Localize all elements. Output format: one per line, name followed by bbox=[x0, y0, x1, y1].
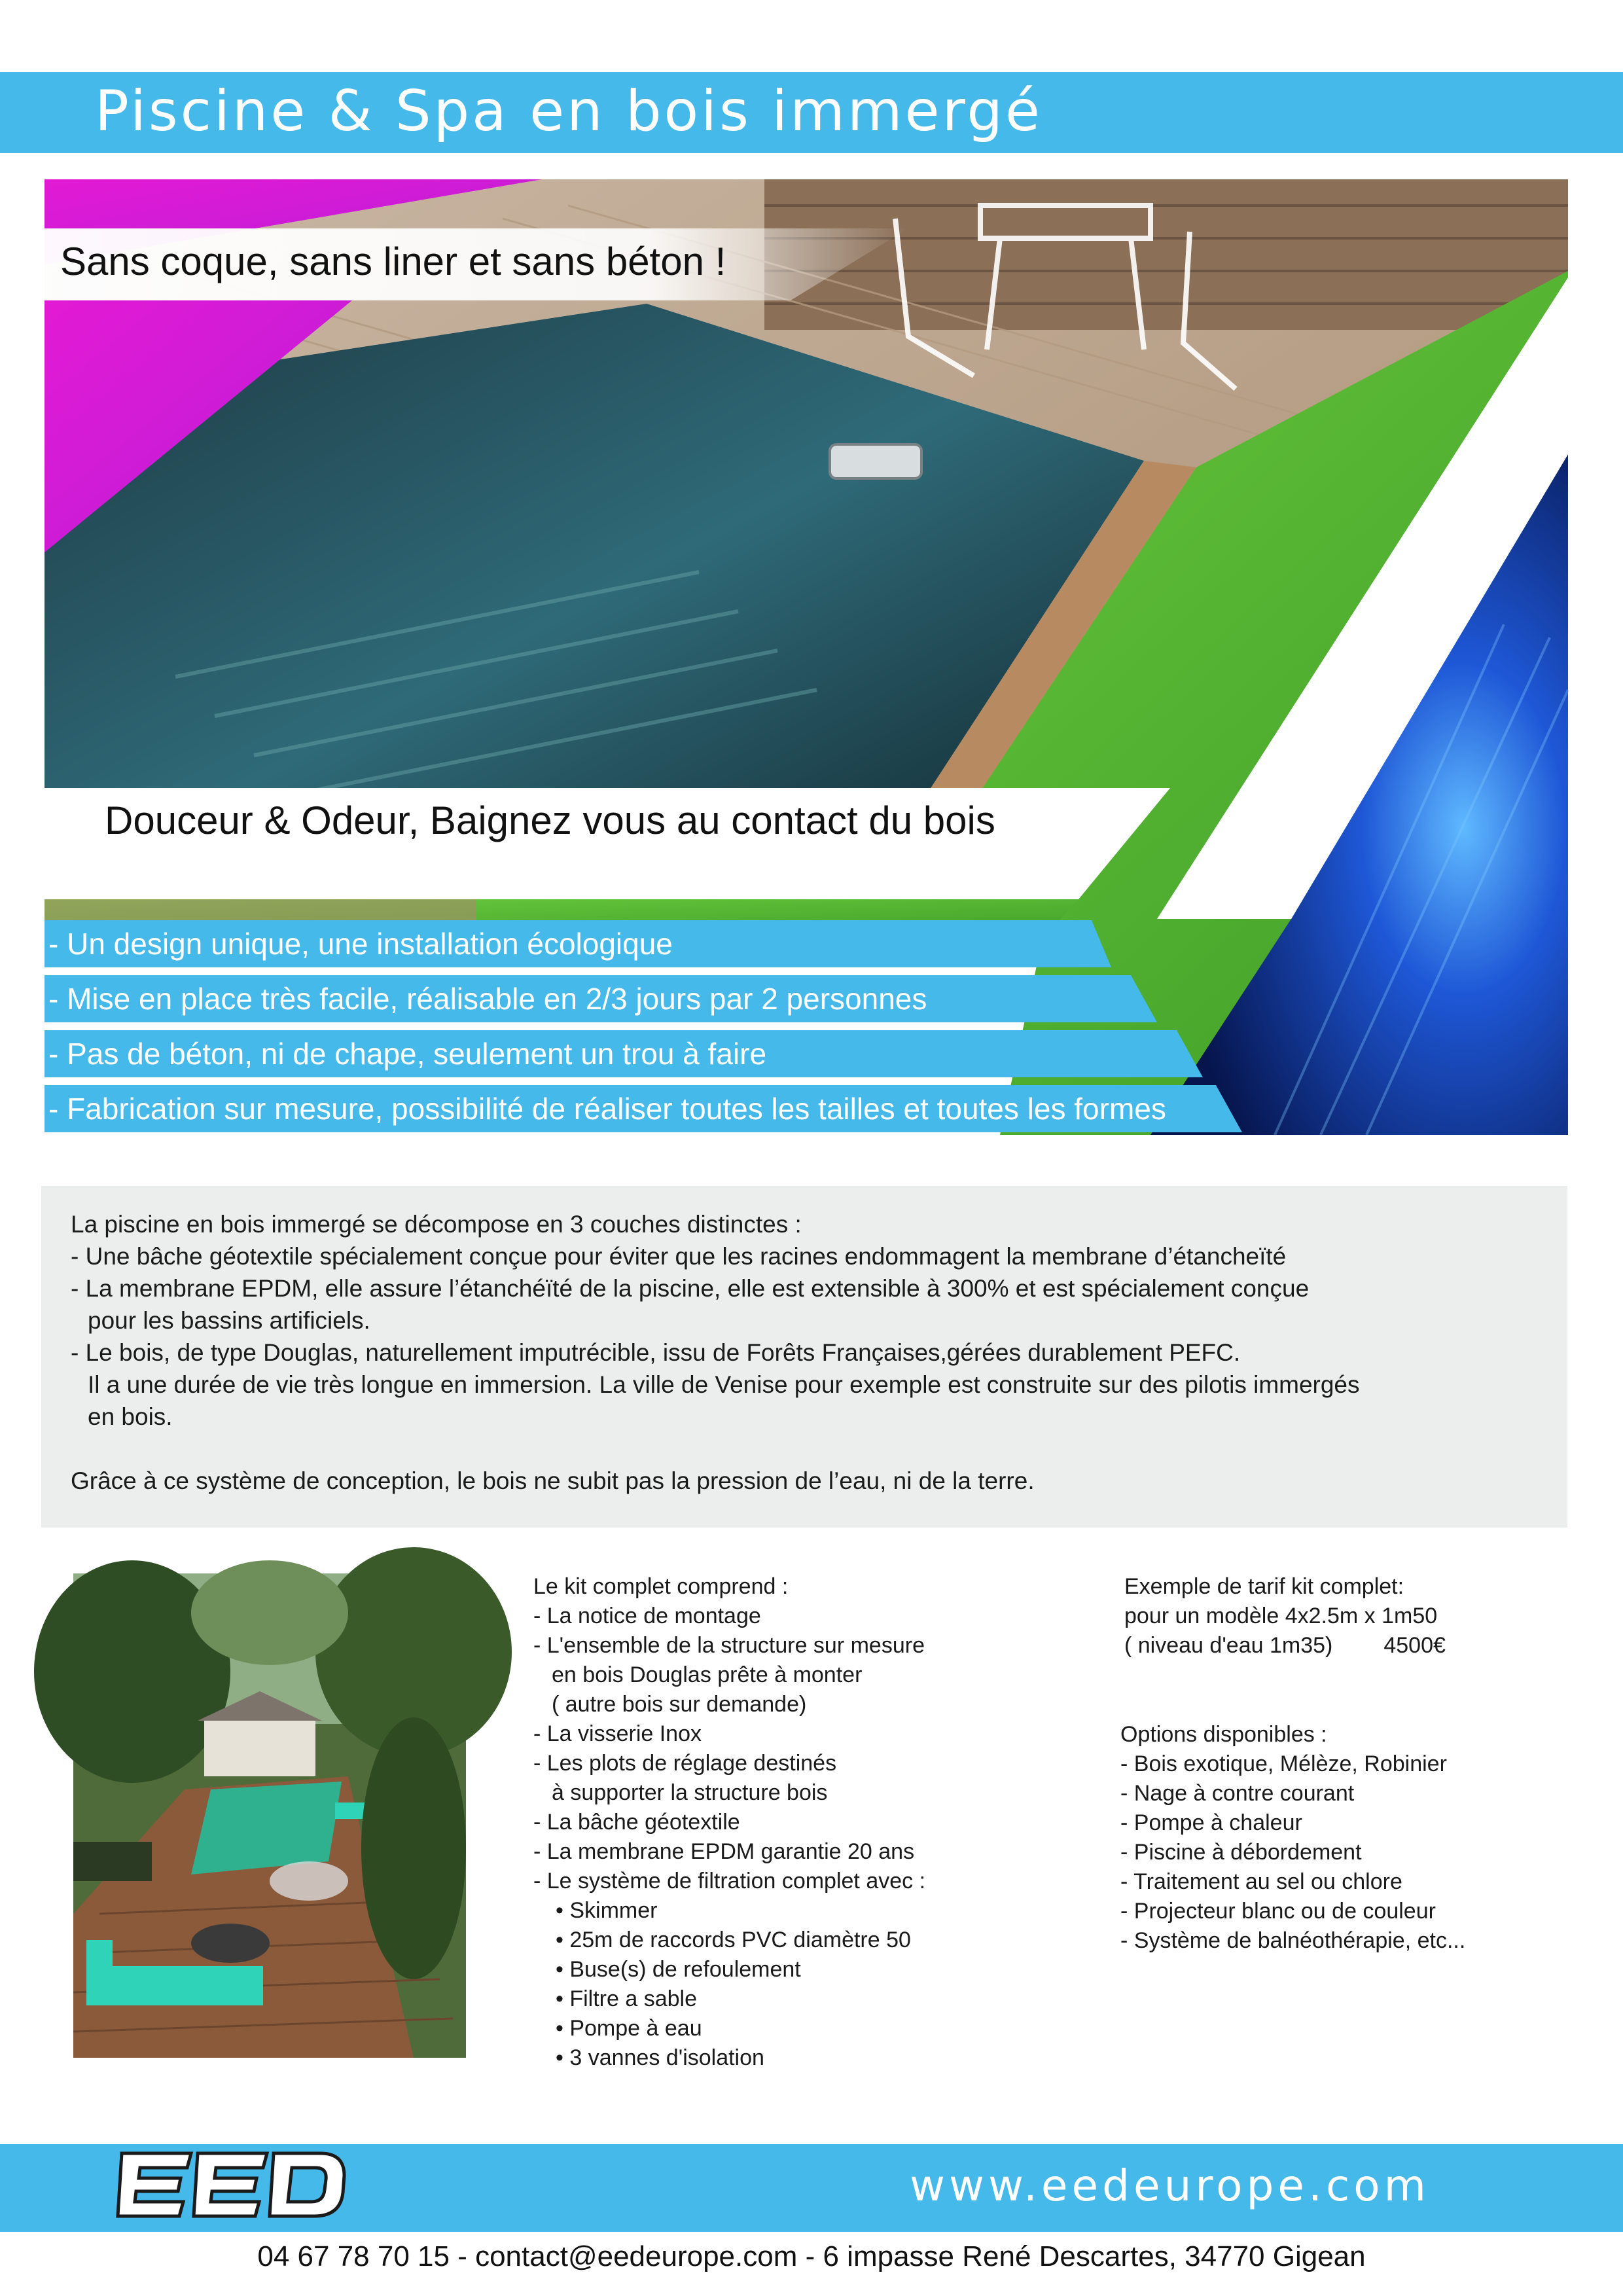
feature-item: - Pas de béton, ni de chape, seulement un trou à faire bbox=[48, 1037, 767, 1071]
description-line: La piscine en bois immergé se décompose en 3 couches distinctes : bbox=[71, 1211, 802, 1238]
kit-item: - La bâche géotextile bbox=[533, 1810, 740, 1835]
description-line bbox=[71, 1433, 1550, 1465]
tarif-heading: Exemple de tarif kit complet: bbox=[1124, 1574, 1404, 1599]
description-line: Il a une durée de vie très longue en immersion. La ville de Venise pour exemple est construite sur des pilotis immergés bbox=[88, 1371, 1360, 1398]
description-line: - La membrane EPDM, elle assure l’étanchéïté de la piscine, elle est extensible à 300% et est spécialement conçue bbox=[71, 1275, 1310, 1302]
option-item: - Projecteur blanc ou de couleur bbox=[1120, 1899, 1436, 1924]
description-line: pour les bassins artificiels. bbox=[88, 1307, 370, 1334]
option-item: - Piscine à débordement bbox=[1120, 1840, 1362, 1865]
filtration-item: • 25m de raccords PVC diamètre 50 bbox=[556, 1928, 911, 1952]
option-item: - Traitement au sel ou chlore bbox=[1120, 1869, 1402, 1894]
kit-list bbox=[533, 1572, 925, 2073]
tarif-price: 4500€ bbox=[1383, 1633, 1446, 1658]
kit-item: - L'ensemble de la structure sur mesure bbox=[533, 1633, 925, 1658]
kit-item: - Les plots de réglage destinés bbox=[533, 1751, 837, 1776]
description-text bbox=[71, 1208, 1550, 1497]
filtration-item: • Filtre a sable bbox=[556, 1986, 697, 2011]
tarif-model: pour un modèle 4x2.5m x 1m50 bbox=[1124, 1604, 1438, 1628]
description-line: - Une bâche géotextile spécialement conçue pour éviter que les racines endommagent la membrane d’étancheïté bbox=[71, 1243, 1287, 1270]
option-item: - Pompe à chaleur bbox=[1120, 1810, 1302, 1835]
kit-item: - La notice de montage bbox=[533, 1604, 761, 1628]
kit-item: en bois Douglas prête à monter bbox=[552, 1662, 863, 1687]
kit-item: ( autre bois sur demande) bbox=[552, 1692, 807, 1717]
filtration-item: • Skimmer bbox=[556, 1898, 658, 1923]
kit-item: - La membrane EPDM garantie 20 ans bbox=[533, 1839, 915, 1864]
garden-pool-illustration bbox=[73, 1573, 466, 2058]
website-link[interactable]: www.eedeurope.com bbox=[910, 2161, 1430, 2211]
page-title: Piscine & Spa en bois immergé bbox=[95, 79, 1043, 144]
description-line: Grâce à ce système de conception, le bois ne subit pas la pression de l’eau, ni de la terre. bbox=[71, 1467, 1035, 1494]
filtration-item: • Buse(s) de refoulement bbox=[556, 1957, 801, 1982]
eed-logo-mark bbox=[118, 2149, 348, 2220]
kit-item: - La visserie Inox bbox=[533, 1721, 702, 1746]
kit-heading: Le kit complet comprend : bbox=[533, 1574, 789, 1599]
description-line: - Le bois, de type Douglas, naturellement imputrécible, issu de Forêts Françaises,gérées durablement PEFC. bbox=[71, 1339, 1241, 1366]
feature-item: - Un design unique, une installation écologique bbox=[48, 927, 673, 961]
options-heading: Options disponibles : bbox=[1120, 1722, 1327, 1747]
tarif-water-level bbox=[1124, 1631, 1446, 1660]
filtration-item: • Pompe à eau bbox=[556, 2016, 702, 2041]
tarif-block bbox=[1124, 1572, 1446, 1660]
tagline-top: Sans coque, sans liner et sans béton ! bbox=[60, 240, 726, 283]
option-item: - Bois exotique, Mélèze, Robinier bbox=[1120, 1751, 1447, 1776]
eed-logo bbox=[118, 2149, 348, 2220]
filtration-item: • 3 vannes d'isolation bbox=[556, 2045, 764, 2070]
feature-item: - Mise en place très facile, réalisable en 2/3 jours par 2 personnes bbox=[48, 982, 927, 1016]
kit-item: à supporter la structure bois bbox=[552, 1780, 828, 1805]
option-item: - Nage à contre courant bbox=[1120, 1781, 1355, 1806]
garden-pool-photo bbox=[73, 1573, 466, 2058]
feature-item: - Fabrication sur mesure, possibilité de réaliser toutes les tailles et toutes les formes bbox=[48, 1092, 1166, 1126]
tarif-water-level-text: ( niveau d'eau 1m35) bbox=[1124, 1633, 1333, 1658]
options-list bbox=[1120, 1720, 1465, 1956]
tagline-bottom: Douceur & Odeur, Baignez vous au contact du bois bbox=[105, 798, 995, 842]
kit-item: - Le système de filtration complet avec : bbox=[533, 1869, 926, 1893]
contact-line: 04 67 78 70 15 - contact@eedeurope.com - 6 impasse René Descartes, 34770 Gigean bbox=[257, 2240, 1366, 2272]
description-line: en bois. bbox=[88, 1403, 173, 1430]
option-item: - Système de balnéothérapie, etc... bbox=[1120, 1928, 1466, 1953]
